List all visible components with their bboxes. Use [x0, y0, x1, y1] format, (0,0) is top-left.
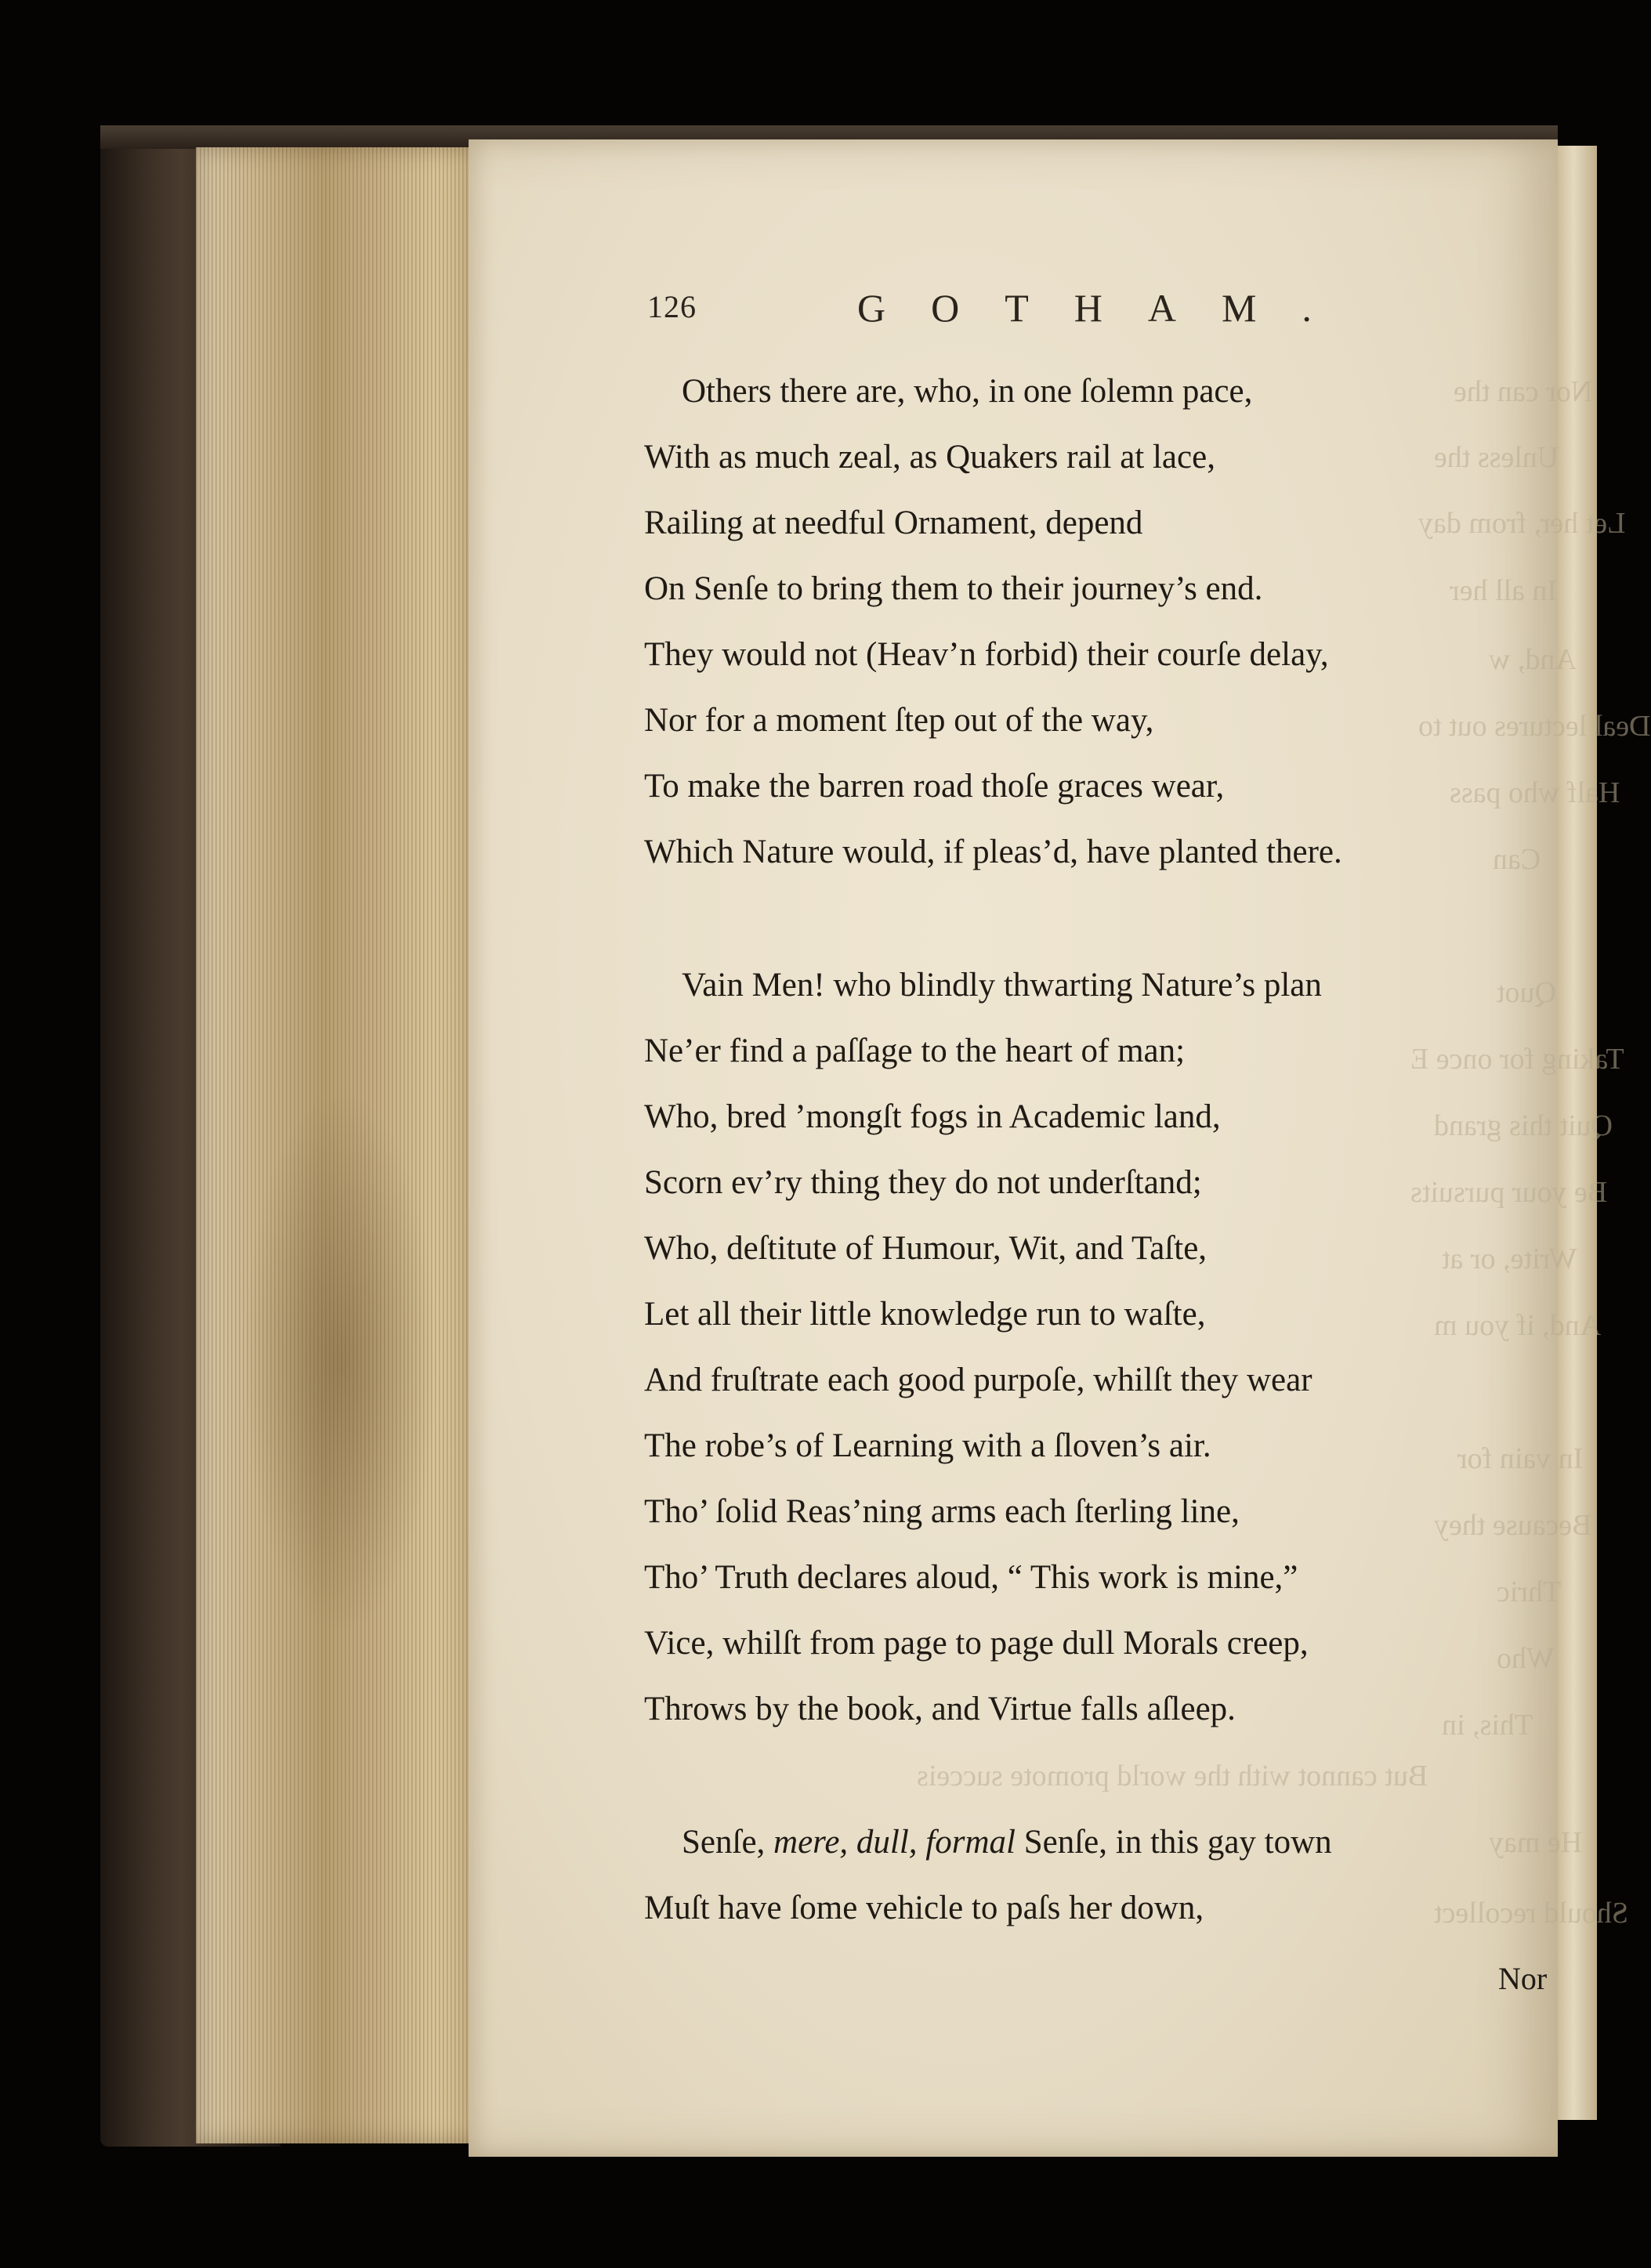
verse-line: They would not (Heav’n forbid) their courſe delay, [644, 636, 1329, 673]
verse-line: Let all their little knowledge run to waſte, [644, 1296, 1206, 1333]
facing-page-edge [1558, 146, 1597, 2120]
verse-line: Ne’er find a paſſage to the heart of man; [644, 1033, 1186, 1069]
page-fore-edge [196, 147, 478, 2143]
verse-line: Tho’ Truth declares aloud, “ This work is mine,” [644, 1559, 1298, 1596]
verse-line: And fruſtrate each good purpoſe, whilſt they wear [644, 1362, 1312, 1398]
catchword: Nor [1498, 1961, 1548, 1996]
verse-line: Others there are, who, in one ſolemn pace, [682, 373, 1253, 410]
verse-line: Muſt have ſome vehicle to paſs her down, [644, 1890, 1204, 1926]
running-head [0, 288, 1602, 335]
verse-line: On Senſe to bring them to their journey’s end. [644, 570, 1263, 607]
verse-line: With as much zeal, as Quakers rail at lace, [644, 439, 1215, 476]
verse-line: Vain Men! who blindly thwarting Nature’s plan [682, 967, 1322, 1004]
page-number: 126 [647, 289, 697, 324]
verse-line: Vice, whilſt from page to page dull Morals creep, [644, 1625, 1309, 1662]
verse-line: Throws by the book, and Virtue falls aſleep. [644, 1691, 1236, 1727]
verse-line: The robe’s of Learning with a ſloven’s air. [644, 1427, 1211, 1464]
verse-line: Who, bred ’mongſt fogs in Academic land, [644, 1098, 1221, 1135]
show-through-text: Nor can the Unless the Let her, from day In all her And, w Deal lectures out to Half who pass Can Quot Taking for once E Quit this grand Be your pursuits Write, or at And, if you m In vain for Because they Thric Who This, in But cannot with the world promote succeis He may Should recollect [917, 375, 1651, 1930]
verse-line: To make the barren road thoſe graces wear, [644, 768, 1225, 805]
verse-line: Scorn ev’ry thing they do not underſtand; [644, 1164, 1202, 1201]
verse-line: Railing at needful Ornament, depend [644, 505, 1143, 541]
verse-line: Tho’ ſolid Reas’ning arms each ſterling line, [644, 1493, 1240, 1530]
verse-line: Which Nature would, if pleas’d, have planted there. [644, 834, 1342, 870]
verse-line: Nor for a moment ſtep out of the way, [644, 702, 1154, 739]
verse-line: Who, deſtitute of Humour, Wit, and Taſte, [644, 1230, 1207, 1267]
running-title: GOTHAM. [857, 286, 1357, 330]
verse-line-mixed: Senſe, mere, dull, formal Senſe, in this gay town [682, 1824, 1332, 1861]
